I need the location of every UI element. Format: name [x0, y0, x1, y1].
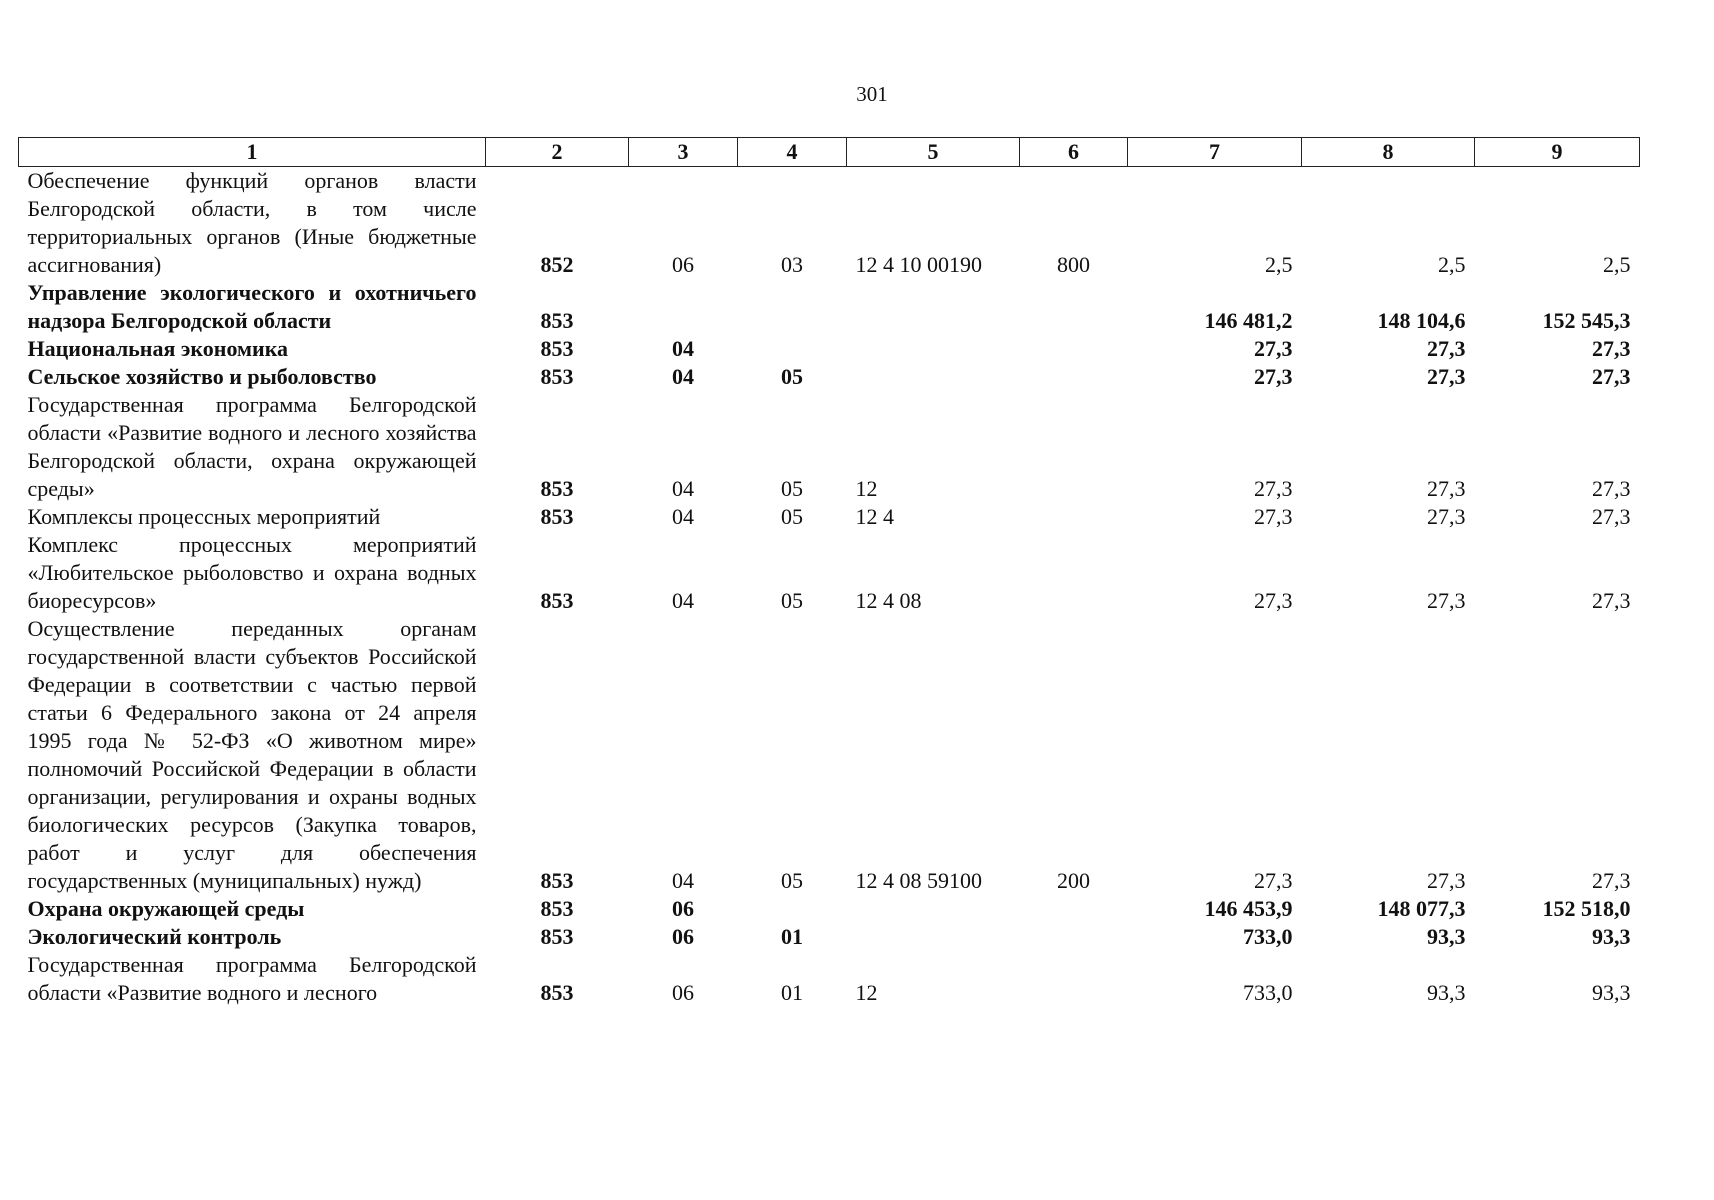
- row-subsection-code: 01: [781, 924, 803, 949]
- row-expense-type: 200: [1057, 868, 1090, 893]
- row-section-code: 06: [672, 980, 694, 1005]
- row-target-article: 12 4 10 00190: [855, 252, 982, 277]
- table-row: [19, 335, 1640, 363]
- row-target-article: 12 4 08 59100: [855, 868, 982, 893]
- row-section-code: 04: [672, 336, 694, 361]
- row-amount-col8: 27,3: [1427, 476, 1466, 501]
- row-description: Управление экологического и охотничьего надзора Белгородской области: [27, 280, 477, 333]
- row-amount-col8: 27,3: [1427, 504, 1466, 529]
- row-target-article: [847, 895, 1020, 923]
- row-amount-col9: 27,3: [1592, 504, 1631, 529]
- row-amount-col9: 152 518,0: [1542, 896, 1631, 921]
- row-amount-col8: 27,3: [1427, 588, 1466, 613]
- row-amount-col7: 27,3: [1254, 504, 1293, 529]
- row-target-article: 12: [855, 476, 878, 501]
- row-amount-col9: 2,5: [1603, 252, 1631, 277]
- row-subsection-code: 05: [781, 364, 803, 389]
- row-section-code: 06: [672, 924, 694, 949]
- table-body: [19, 167, 1640, 1008]
- row-description: Государственная программа Белгородской области «Развитие водного и лесного хозяйства Белгородской области, охрана окружающей среды»: [27, 392, 477, 501]
- table-row: [19, 391, 1640, 503]
- row-expense-type: 800: [1057, 252, 1090, 277]
- row-target-article: 12: [855, 980, 878, 1005]
- row-amount-col8: 27,3: [1427, 868, 1466, 893]
- table-row: [19, 363, 1640, 391]
- row-expense-type: [1020, 279, 1128, 335]
- table-row: [19, 923, 1640, 951]
- row-ministry-code: 853: [540, 364, 574, 389]
- row-expense-type: [1020, 895, 1128, 923]
- row-amount-col9: 27,3: [1592, 364, 1631, 389]
- page-number: 301: [856, 82, 888, 106]
- row-amount-col8: 148 077,3: [1377, 896, 1466, 921]
- row-amount-col7: 733,0: [1243, 924, 1293, 949]
- table-row: [19, 895, 1640, 923]
- table-row: [19, 279, 1640, 335]
- row-subsection-code: 03: [781, 252, 803, 277]
- header-col-7: 7: [1128, 138, 1302, 167]
- row-amount-col8: 27,3: [1427, 364, 1466, 389]
- row-ministry-code: 853: [540, 476, 574, 501]
- row-amount-col8: 27,3: [1427, 336, 1466, 361]
- row-section-code: 04: [672, 364, 694, 389]
- row-ministry-code: 853: [540, 308, 574, 333]
- row-amount-col9: 27,3: [1592, 868, 1631, 893]
- header-col-6: 6: [1020, 138, 1128, 167]
- row-description: Комплексы процессных мероприятий: [27, 504, 381, 529]
- row-description: Сельское хозяйство и рыболовство: [27, 364, 377, 389]
- row-amount-col7: 146 453,9: [1204, 896, 1293, 921]
- row-subsection-code: 05: [781, 868, 803, 893]
- row-description: Осуществление переданных органам государственной власти субъектов Российской Федерации в соответствии с частью первой статьи 6 Федерального закона от 24 апреля 1995 года № 52-ФЗ «О животном мире» полномочий Российской Федерации в области организации, регулирования и охраны водных биологических ресурсов (Закупка товаров, работ и услуг для обеспечения государственных (муниципальных) нужд): [27, 616, 477, 893]
- row-ministry-code: 853: [540, 336, 574, 361]
- row-section-code: 04: [672, 476, 694, 501]
- row-amount-col8: 2,5: [1438, 252, 1466, 277]
- row-target-article: [847, 363, 1020, 391]
- row-ministry-code: 853: [540, 504, 574, 529]
- row-section-code: 06: [672, 252, 694, 277]
- row-amount-col7: 27,3: [1254, 364, 1293, 389]
- row-amount-col7: 146 481,2: [1204, 308, 1293, 333]
- row-expense-type: [1020, 391, 1128, 503]
- row-section-code: [629, 279, 738, 335]
- row-ministry-code: 853: [540, 980, 574, 1005]
- row-amount-col7: 27,3: [1254, 336, 1293, 361]
- row-description: Национальная экономика: [27, 336, 289, 361]
- header-col-4: 4: [738, 138, 847, 167]
- header-col-9: 9: [1475, 138, 1640, 167]
- row-amount-col9: 93,3: [1592, 924, 1631, 949]
- row-amount-col7: 27,3: [1254, 588, 1293, 613]
- row-subsection-code: 05: [781, 504, 803, 529]
- row-amount-col9: 27,3: [1592, 336, 1631, 361]
- row-amount-col8: 93,3: [1427, 980, 1466, 1005]
- row-description: Обеспечение функций органов власти Белгородской области, в том числе территориальных органов (Иные бюджетные ассигнования): [27, 168, 477, 277]
- row-description: Государственная программа Белгородской области «Развитие водного и лесного: [27, 952, 477, 1005]
- row-expense-type: [1020, 951, 1128, 1007]
- row-amount-col8: 93,3: [1427, 924, 1466, 949]
- row-expense-type: [1020, 363, 1128, 391]
- table-row: [19, 167, 1640, 280]
- table-row: [19, 503, 1640, 531]
- row-ministry-code: 853: [540, 896, 574, 921]
- header-col-1: 1: [19, 138, 486, 167]
- row-amount-col7: 27,3: [1254, 868, 1293, 893]
- row-target-article: 12 4 08: [855, 588, 922, 613]
- row-amount-col7: 27,3: [1254, 476, 1293, 501]
- header-row: [19, 138, 1640, 167]
- row-target-article: [847, 923, 1020, 951]
- row-amount-col9: 27,3: [1592, 588, 1631, 613]
- row-section-code: 06: [672, 896, 694, 921]
- header-col-5: 5: [847, 138, 1020, 167]
- row-expense-type: [1020, 531, 1128, 615]
- row-target-article: [847, 335, 1020, 363]
- table-row: [19, 531, 1640, 615]
- row-amount-col7: 2,5: [1265, 252, 1293, 277]
- row-amount-col8: 148 104,6: [1377, 308, 1466, 333]
- row-subsection-code: 05: [781, 588, 803, 613]
- row-ministry-code: 852: [540, 252, 574, 277]
- row-subsection-code: [738, 895, 847, 923]
- row-expense-type: [1020, 503, 1128, 531]
- row-amount-col9: 27,3: [1592, 476, 1631, 501]
- row-expense-type: [1020, 923, 1128, 951]
- row-subsection-code: [738, 279, 847, 335]
- table-header: [19, 138, 1640, 167]
- row-section-code: 04: [672, 588, 694, 613]
- row-ministry-code: 853: [540, 588, 574, 613]
- row-ministry-code: 853: [540, 868, 574, 893]
- row-target-article: 12 4: [855, 504, 894, 529]
- row-description: Экологический контроль: [27, 924, 282, 949]
- budget-table: [18, 137, 1640, 1007]
- header-col-8: 8: [1302, 138, 1475, 167]
- row-subsection-code: [738, 335, 847, 363]
- row-description: Комплекс процессных мероприятий «Любительское рыболовство и охрана водных биоресурсов»: [27, 532, 477, 613]
- row-section-code: 04: [672, 868, 694, 893]
- table-row: [19, 951, 1640, 1007]
- row-target-article: [847, 279, 1020, 335]
- header-col-3: 3: [629, 138, 738, 167]
- row-amount-col7: 733,0: [1243, 980, 1293, 1005]
- row-section-code: 04: [672, 504, 694, 529]
- row-description: Охрана окружающей среды: [27, 896, 305, 921]
- row-subsection-code: 05: [781, 476, 803, 501]
- row-subsection-code: 01: [781, 980, 803, 1005]
- row-expense-type: [1020, 335, 1128, 363]
- table-row: [19, 615, 1640, 895]
- row-ministry-code: 853: [540, 924, 574, 949]
- row-amount-col9: 152 545,3: [1542, 308, 1631, 333]
- row-amount-col9: 93,3: [1592, 980, 1631, 1005]
- header-col-2: 2: [486, 138, 629, 167]
